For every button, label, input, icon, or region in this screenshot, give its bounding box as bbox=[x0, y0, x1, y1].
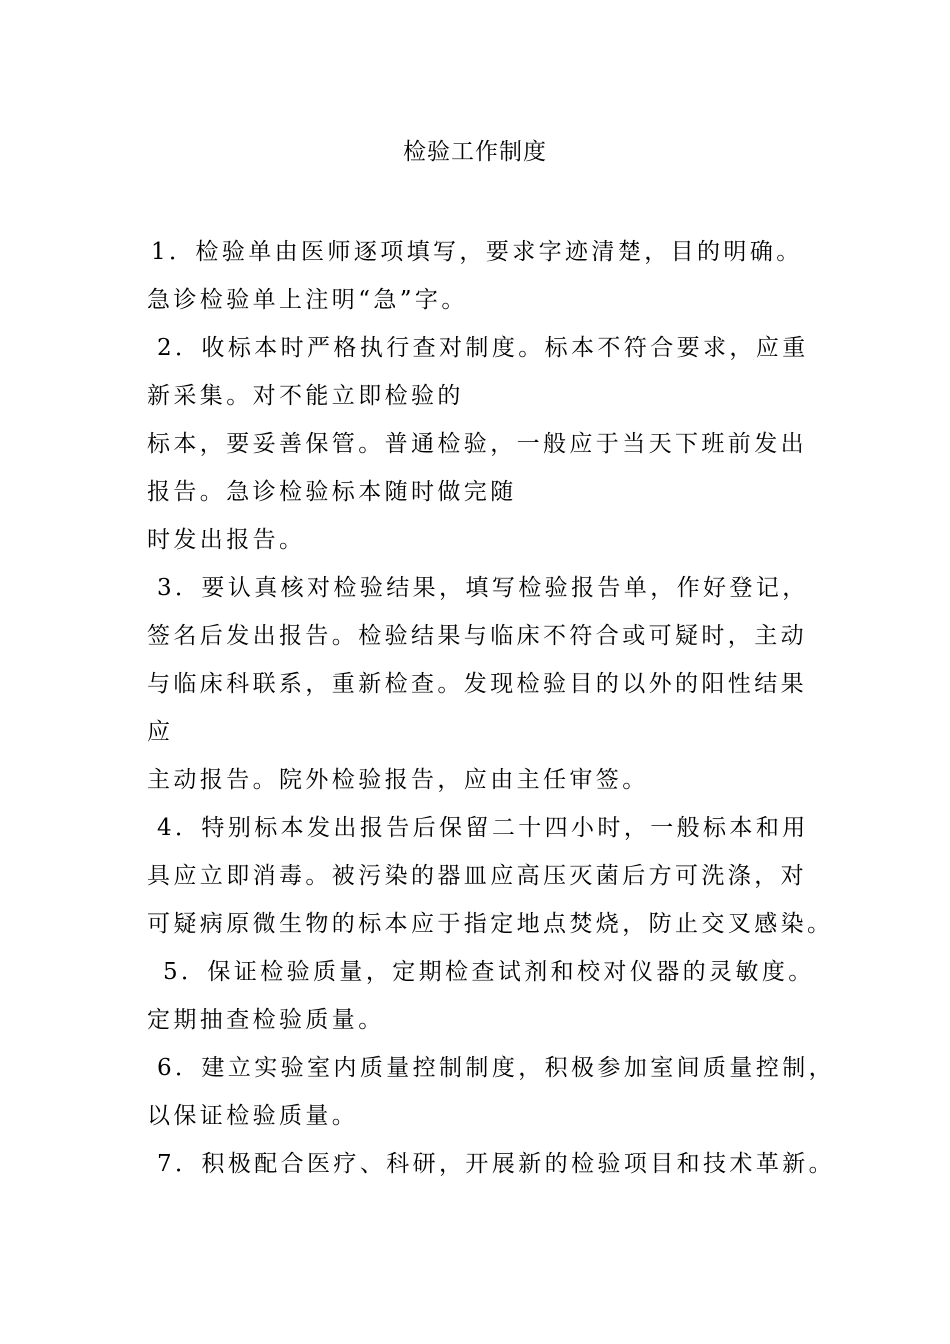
rule-3-line-3: 与临床科联系，重新检查。发现检验目的以外的阳性结果 bbox=[147, 671, 807, 697]
rule-3-line-4: 应 bbox=[147, 719, 174, 745]
rule-2-line-3: 标本，要妥善保管。普通检验，一般应于当天下班前发出 bbox=[147, 431, 807, 457]
rule-2-line-4: 报告。急诊检验标本随时做完随 bbox=[147, 479, 517, 505]
rule-1-line-1: 1．检验单由医师逐项填写，要求字迹清楚，目的明确。 bbox=[151, 239, 803, 265]
rule-6-line-1: 6．建立实验室内质量控制制度，积极参加室间质量控制， bbox=[157, 1055, 836, 1081]
rule-3-line-1: 3．要认真核对检验结果，填写检验报告单，作好登记， bbox=[157, 575, 809, 601]
document-title: 检验工作制度 bbox=[403, 139, 547, 165]
rule-4-line-3: 可疑病原微生物的标本应于指定地点焚烧，防止交叉感染。 bbox=[147, 911, 834, 937]
rule-6-line-2: 以保证检验质量。 bbox=[147, 1103, 359, 1129]
rule-2-line-2: 新采集。对不能立即检验的 bbox=[147, 383, 464, 409]
rule-7-line-1: 7．积极配合医疗、科研，开展新的检验项目和技术革新。 bbox=[157, 1151, 836, 1177]
rule-5-line-1: 5．保证检验质量，定期检查试剂和校对仪器的灵敏度。 bbox=[163, 959, 815, 985]
rule-3-line-2: 签名后发出报告。检验结果与临床不符合或可疑时，主动 bbox=[147, 623, 807, 649]
rule-1-line-2: 急诊检验单上注明“急”字。 bbox=[147, 287, 468, 313]
rule-2-line-1: 2．收标本时严格执行查对制度。标本不符合要求，应重 bbox=[157, 335, 809, 361]
rule-5-line-2: 定期抽查检验质量。 bbox=[147, 1007, 385, 1033]
rule-2-line-5: 时发出报告。 bbox=[147, 527, 306, 553]
document-body bbox=[147, 233, 836, 1193]
rule-4-line-1: 4．特别标本发出报告后保留二十四小时，一般标本和用 bbox=[157, 815, 809, 841]
rule-3-line-5: 主动报告。院外检验报告，应由主任审签。 bbox=[147, 767, 649, 793]
rule-4-line-2: 具应立即消毒。被污染的器皿应高压灭菌后方可洗涤，对 bbox=[147, 863, 807, 889]
